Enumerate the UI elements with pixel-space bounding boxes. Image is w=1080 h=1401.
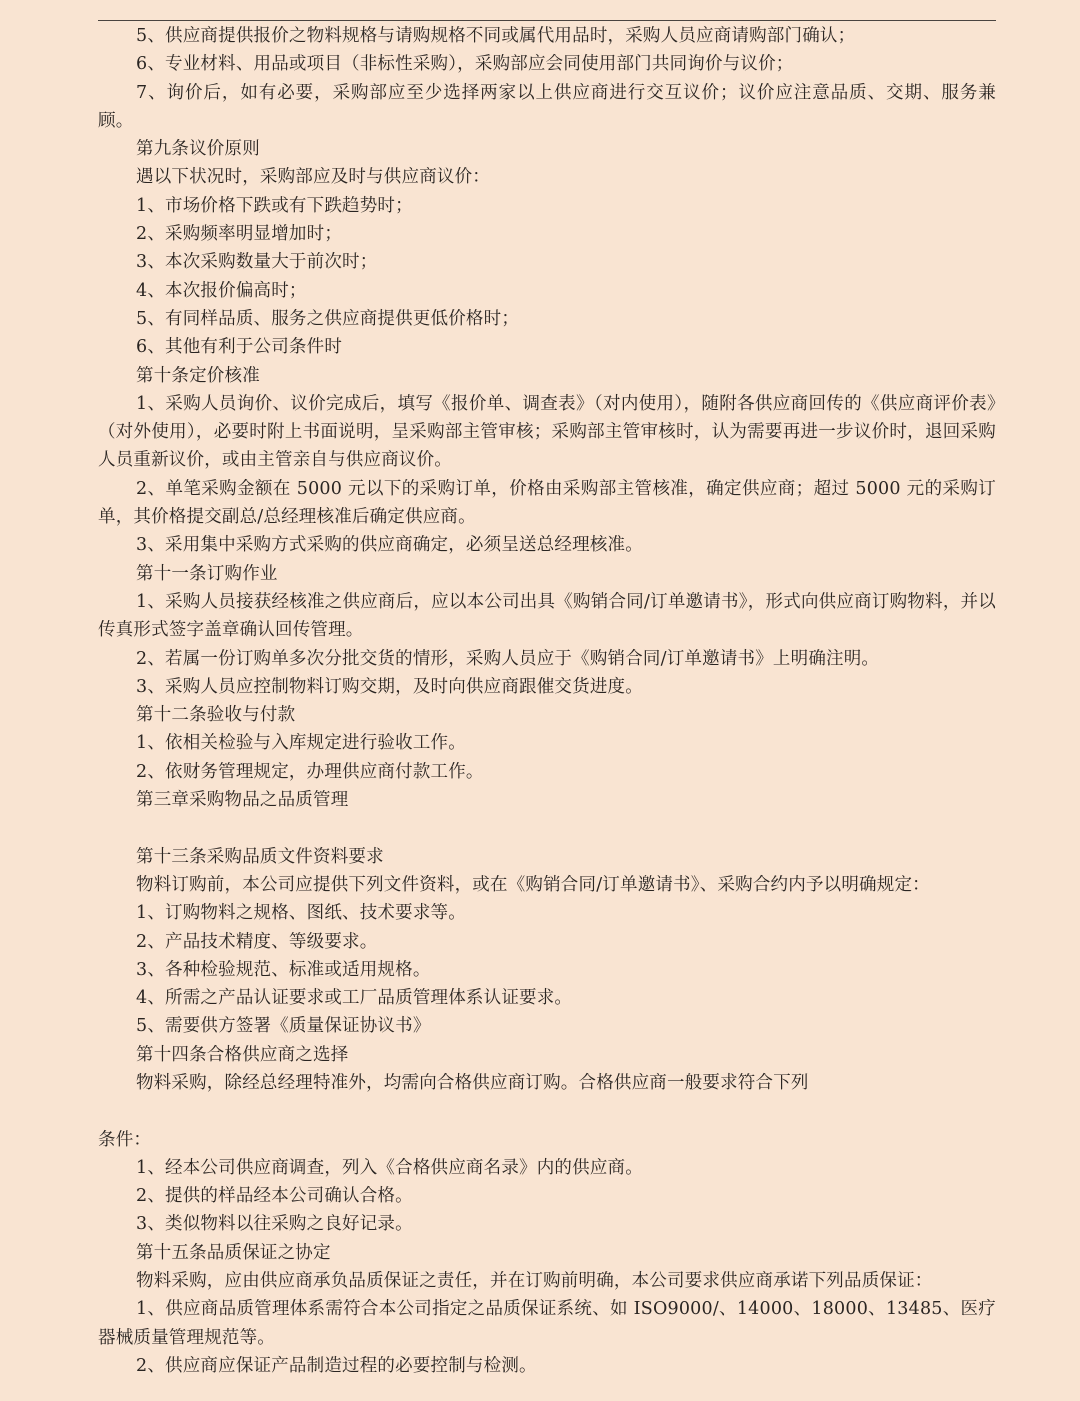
item-text: 2、依财务管理规定，办理供应商付款工作。 [136,761,484,782]
article-heading: 第十条定价核准 [136,365,260,386]
item-text: 6、其他有利于公司条件时 [136,337,343,358]
item-text: 3、本次采购数量大于前次时； [136,252,378,273]
top-rule [98,20,996,21]
item-text: 6、专业材料、用品或项目（非标性采购），采购部应会同使用部门共同询价与议价； [136,54,794,75]
article-heading: 第十五条品质保证之协定 [136,1242,331,1263]
chapter-heading: 第三章采购物品之品质管理 [136,790,349,811]
paragraph: 物料订购前，本公司应提供下列文件资料，或在《购销合同/订单邀请书》、采购合约内予以明确规定： [136,874,930,895]
item-text: 1、依相关检验与入库规定进行验收工作。 [136,733,466,754]
item-text: 7、询价后，如有必要，采购部应至少选择两家以上供应商进行交互议价；议价应注意品质、交期、服务兼顾。 [98,82,996,131]
item-text: 3、采购人员应控制物料订购交期，及时向供应商跟催交货进度。 [136,676,643,697]
item-text: 2、供应商应保证产品制造过程的必要控制与检测。 [136,1355,537,1376]
blank-line [98,814,996,842]
item-text: 5、有同样品质、服务之供应商提供更低价格时； [136,308,520,329]
item-text: 1、订购物料之规格、图纸、技术要求等。 [136,903,466,924]
item-text: 3、采用集中采购方式采购的供应商确定，必须呈送总经理核准。 [136,535,643,556]
item-text: 1、经本公司供应商调查，列入《合格供应商名录》内的供应商。 [136,1157,643,1178]
paragraph: 遇以下状况时，采购部应及时与供应商议价： [136,167,490,188]
item-text: 2、采购频率明显增加时； [136,224,343,245]
paragraph: 物料采购，应由供应商承负品质保证之责任，并在订购前明确，本公司要求供应商承诺下列品质保证： [136,1271,933,1292]
item-text: 2、提供的样品经本公司确认合格。 [136,1186,413,1207]
article-heading: 第十三条采购品质文件资料要求 [136,846,384,867]
item-text: 1、供应商品质管理体系需符合本公司指定之品质保证系统、如 ISO9000/、14000、18000、13485、医疗器械质量管理规范等。 [98,1299,996,1348]
item-text: 5、供应商提供报价之物料规格与请购规格不同或属代用品时，采购人员应商请购部门确认； [136,26,856,46]
item-text: 1、采购人员接获经核准之供应商后，应以本公司出具《购销合同/订单邀请书》，形式向供应商订购物料，并以传真形式签字盖章确认回传管理。 [98,591,996,641]
paragraph: 条件： [98,1129,152,1150]
item-text: 1、采购人员询价、议价完成后，填写《报价单、调查表》（对内使用），随附各供应商回传的《供应商评价表》（对外使用），必要时附上书面说明，呈采购部主管审核；采购部主管审核时，认为需要再进一步议价时，退回采购人员重新议价，或由主管亲自与供应商议价。 [98,393,996,471]
article-heading: 第九条议价原则 [136,139,260,160]
document-body [98,22,996,1380]
article-heading: 第十一条订购作业 [136,563,278,584]
blank-line [98,1097,996,1125]
item-text: 4、所需之产品认证要求或工厂品质管理体系认证要求。 [136,988,573,1009]
article-heading: 第十四条合格供应商之选择 [136,1044,349,1065]
item-text: 5、需要供方签署《质量保证协议书》 [136,1016,431,1037]
item-text: 3、各种检验规范、标准或适用规格。 [136,959,431,980]
item-text: 2、产品技术精度、等级要求。 [136,931,378,952]
item-text: 2、单笔采购金额在 5000 元以下的采购订单，价格由采购部主管核准，确定供应商；超过 5000 元的采购订单，其价格提交副总/总经理核准后确定供应商。 [98,478,996,528]
item-text: 4、本次报价偏高时； [136,280,307,301]
paragraph: 物料采购，除经总经理特准外，均需向合格供应商订购。合格供应商一般要求符合下列 [136,1072,809,1093]
item-text: 2、若属一份订购单多次分批交货的情形，采购人员应于《购销合同/订单邀请书》上明确注明。 [136,648,880,669]
item-text: 1、市场价格下跌或有下跌趋势时； [136,195,413,216]
item-text: 3、类似物料以往采购之良好记录。 [136,1214,413,1235]
article-heading: 第十二条验收与付款 [136,705,296,726]
